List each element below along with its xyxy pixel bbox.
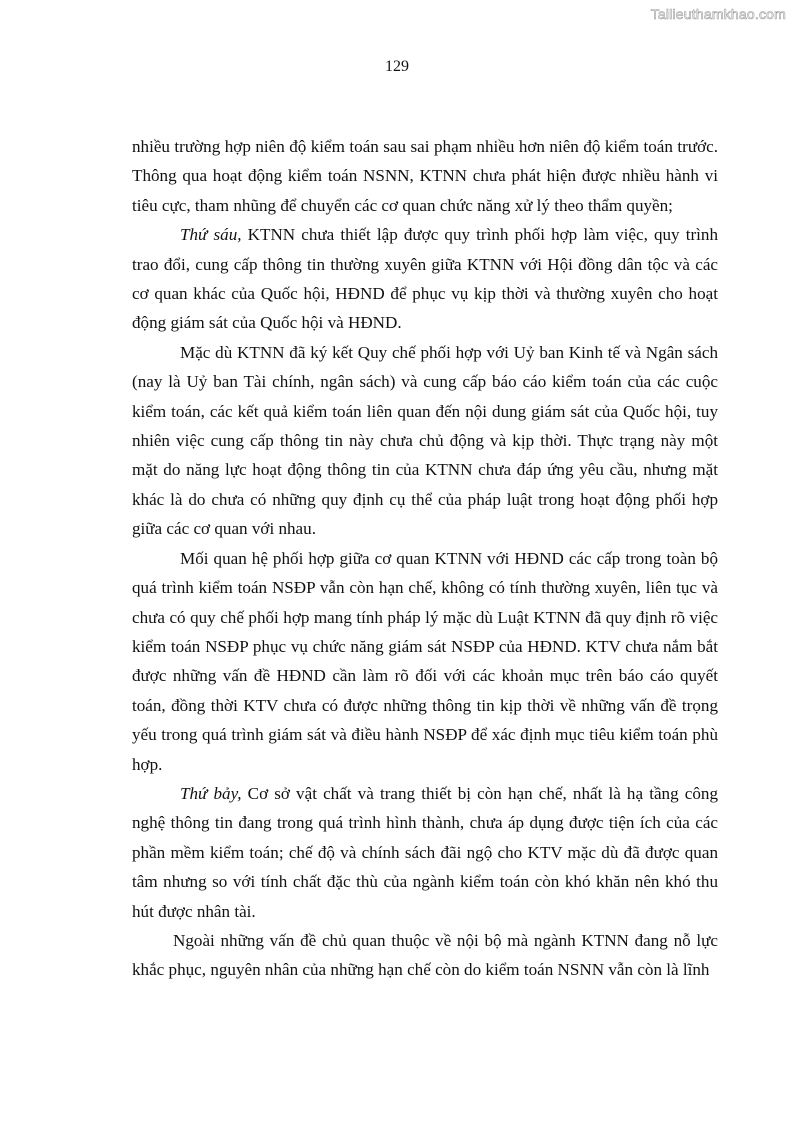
paragraph-text: Cơ sở vật chất và trang thiết bị còn hạn chế, nhất là hạ tầng công nghệ thông tin đang trong quá trình hình thành, chưa áp dụng được tiện ích của các phần mềm kiểm toán; chế độ và chính sách đãi ngộ cho KTV mặc dù đã được quan tâm nhưng so với tính chất đặc thù của ngành kiểm toán còn khó khăn nên khó thu hút được nhân tài. <box>132 783 718 921</box>
paragraph-thu-sau <box>132 220 718 338</box>
paragraph-thu-bay <box>132 779 718 926</box>
page-number: 129 <box>385 58 409 75</box>
watermark-text: Tailieuthamkhao.com <box>650 6 786 22</box>
paragraph-text: Ngoài những vấn đề chủ quan thuộc về nội bộ mà ngành KTNN đang nỗ lực khắc phục, nguyên nhân của những hạn chế còn do kiểm toán NSNN vẫn còn là lĩnh <box>132 930 718 980</box>
paragraph-moi-quan-he <box>132 544 718 779</box>
paragraph-text: Mối quan hệ phối hợp giữa cơ quan KTNN với HĐND các cấp trong toàn bộ quá trình kiểm toán NSĐP vẫn còn hạn chế, không có tính thường xuyên, liên tục và chưa có quy chế phối hợp mang tính pháp lý mặc dù Luật KTNN đã quy định rõ việc kiểm toán NSĐP phục vụ chức năng giám sát NSĐP của HĐND. KTV chưa nắm bắt được những vấn đề HĐND cần làm rõ đối với các khoản mục trên báo cáo quyết toán, đồng thời KTV chưa có được những thông tin kịp thời về những vấn đề trọng yếu trong quá trình giám sát và điều hành NSĐP để xác định mục tiêu kiểm toán phù hợp. <box>132 548 718 774</box>
paragraph-lead: Thứ bảy, <box>180 783 242 803</box>
paragraph-text: Mặc dù KTNN đã ký kết Quy chế phối hợp với Uỷ ban Kinh tế và Ngân sách (nay là Uỷ ban Tài chính, ngân sách) và cung cấp báo cáo kiểm toán của các cuộc kiểm toán, các kết quả kiểm toán liên quan đến nội dung giám sát của Quốc hội, tuy nhiên việc cung cấp thông tin này chưa chủ động và kịp thời. Thực trạng này một mặt do năng lực hoạt động thông tin của KTNN chưa đáp ứng yêu cầu, nhưng mặt khác là do chưa có những quy định cụ thể của pháp luật trong hoạt động phối hợp giữa các cơ quan với nhau. <box>132 342 718 539</box>
paragraph-ngoai-nhung <box>132 926 718 985</box>
paragraph-lead: Thứ sáu, <box>180 225 242 245</box>
paragraph-text: nhiều trường hợp niên độ kiểm toán sau sai phạm nhiều hơn niên độ kiểm toán trước. Thông qua hoạt động kiểm toán NSNN, KTNN chưa phát hiện được nhiều hành vi tiêu cực, tham nhũng để chuyển các cơ quan chức năng xử lý theo thẩm quyền; <box>132 137 718 215</box>
paragraph-continuation <box>132 132 718 220</box>
document-body <box>132 132 718 985</box>
paragraph-text: KTNN chưa thiết lập được quy trình phối hợp làm việc, quy trình trao đổi, cung cấp thông tin thường xuyên giữa KTNN với Hội đồng dân tộc và các cơ quan khác của Quốc hội, HĐND để phục vụ kịp thời và thường xuyên cho hoạt động giám sát của Quốc hội và HĐND. <box>132 225 719 333</box>
paragraph-quy-che <box>132 338 718 544</box>
